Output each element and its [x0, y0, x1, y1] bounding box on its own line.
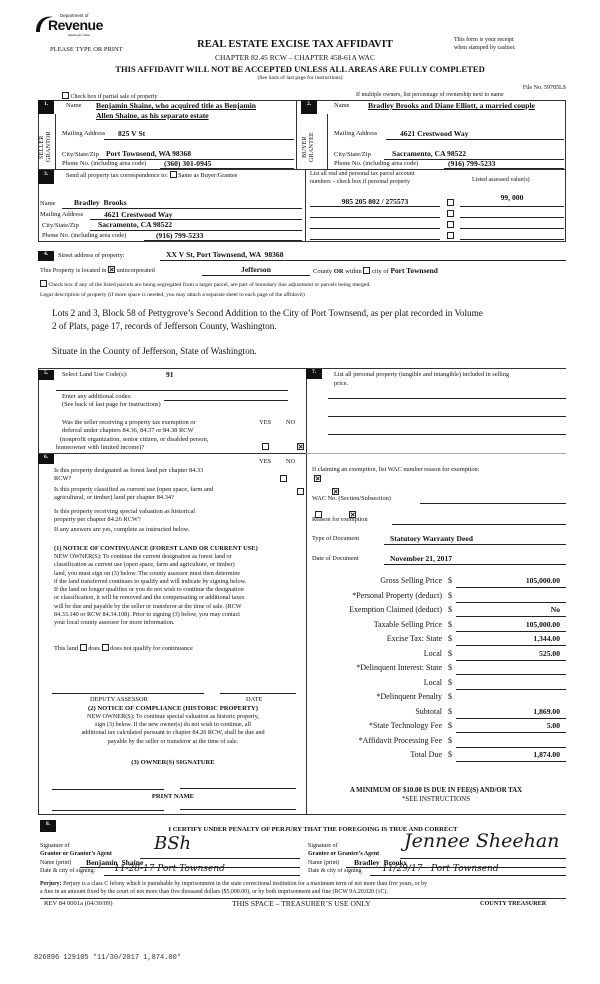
legal-description-line2[interactable]: 2 of Plats, page 17, records of Jefferson County, Washington. — [52, 321, 277, 331]
buyer-city-label: City/State/Zip — [334, 151, 371, 158]
underline — [386, 139, 564, 140]
does-not-qualify-checkbox[interactable] — [102, 644, 109, 651]
divider — [305, 170, 306, 242]
segregated-row — [40, 280, 371, 288]
underline — [104, 875, 300, 876]
tax-mailing-field[interactable]: 4621 Crestwood Way — [104, 210, 173, 219]
segregated-checkbox[interactable] — [40, 280, 47, 287]
underline — [160, 260, 566, 261]
grantee-date-label: Date & city of signing — [308, 868, 362, 874]
amount-row: *Delinquent Penalty $ — [376, 692, 452, 701]
underline — [384, 564, 566, 565]
s6-no-header: NO — [286, 458, 296, 465]
owner-signature-label: (3) OWNER(S) SIGNATURE — [131, 759, 215, 766]
seller-mailing-label: Mailing Address — [62, 130, 106, 137]
partial-sale-checkbox-row — [62, 92, 157, 100]
owner-signature-line[interactable] — [52, 789, 164, 790]
grantor-signature[interactable]: BSh — [154, 833, 192, 854]
land-use-code-field[interactable]: 91 — [166, 370, 174, 379]
seller-city-field[interactable]: Port Townsend, WA 98368 — [106, 149, 192, 158]
excise-tax-state-field[interactable]: 1,344.00 — [533, 634, 560, 643]
amount-row: Excise Tax: State $ 1,344.00 — [310, 634, 566, 648]
tax-phone-label: Phone No. (including area code) — [42, 232, 127, 239]
tax-city-label: City/State/Zip — [42, 222, 79, 229]
wac-label: WAC No. (Section/Subsection) — [312, 495, 391, 502]
underline — [62, 208, 302, 209]
divider — [55, 114, 56, 170]
street-address-field[interactable]: XX V St, Port Townsend, WA 98368 — [166, 250, 284, 259]
personal-property-checkbox[interactable] — [447, 199, 454, 206]
logo-top: Department of — [60, 13, 89, 18]
state-technology-fee-field[interactable]: 5.00 — [546, 721, 560, 730]
amount-row: *Affidavit Processing Fee $ — [310, 736, 566, 750]
doc-date-field[interactable]: November 21, 2017 — [390, 554, 453, 563]
seller-name-line1[interactable]: Benjamin Shaine, who acquired title as Benjamin — [96, 101, 256, 110]
logo-main: Revenue — [48, 17, 103, 33]
doc-type-field[interactable]: Statutory Warranty Deed — [390, 534, 473, 543]
historic-q-line2: property per chapter 84.26 RCW? — [54, 516, 141, 523]
notice-compliance-title: (2) NOTICE OF COMPLIANCE (HISTORIC PROPERTY) — [88, 705, 258, 712]
section-2-number: 2. — [301, 100, 317, 114]
assessor-date-line[interactable] — [220, 693, 296, 694]
grantee-date-field[interactable]: 11/29/17 Port Townsend — [382, 864, 499, 874]
excise-tax-local-field[interactable]: 525.00 — [539, 648, 560, 658]
unincorporated-checkbox[interactable] — [108, 266, 115, 273]
certify-statement: I CERTIFY UNDER PENALTY OF PERJURY THAT THE FOREGOING IS TRUE AND CORRECT — [168, 826, 458, 833]
exemption-claim-label: If claiming an exemption, list WAC number reason for exemption: — [312, 466, 480, 473]
personal-property-label-1: List all personal property (tangible and intangible) included in selling — [334, 371, 510, 378]
yes-header: YES — [259, 419, 272, 426]
form-title: REAL ESTATE EXCISE TAX AFFIDAVIT — [197, 39, 393, 50]
amount-row: Local $ — [310, 678, 566, 692]
treasurer-stamp: 826896 129105 *11/30/2017 1,874.00* — [34, 954, 182, 962]
tax-mailing-label: Mailing Address — [40, 211, 84, 218]
current-use-yes-checkbox[interactable] — [297, 488, 304, 495]
print-name-line[interactable] — [180, 809, 296, 810]
section-4-number: 4. — [38, 251, 54, 261]
forest-yes-checkbox[interactable] — [280, 475, 287, 482]
please-type-label: PLEASE TYPE OR PRINT — [50, 46, 123, 53]
personal-property-checkbox[interactable] — [447, 210, 454, 217]
perjury-notice: Perjury: Perjury is a class C felony which is punishable by imprisonment in the state correctional institution for a maximum term of not more than five years, or by a fine in an amount fixed by the court of not more than five thousand dollars ($5,000.00), or by both imprisonment and fine (RCW 9A.20.020 (1C). — [40, 881, 427, 895]
grantee-name-label: Name (print) — [308, 860, 340, 866]
assessed-value-field[interactable]: 99, 000 — [500, 193, 524, 202]
grantee-sig-label-1: Signature of — [308, 843, 338, 849]
wac-field[interactable] — [420, 503, 566, 504]
taxable-selling-price-field[interactable]: 105,000.00 — [525, 619, 560, 629]
grantor-sig-label-2: Grantor or Grantor’s Agent — [40, 851, 112, 857]
exemption-q-line4: homeowner with limited income)? — [56, 444, 145, 451]
doc-date-label: Date of Document — [312, 555, 359, 562]
exemption-no-checkbox[interactable] — [297, 443, 304, 450]
underline — [400, 858, 566, 859]
parcel-header-1: List all real and personal tax parcel account — [310, 171, 415, 177]
located-label: This Property is located in — [40, 267, 107, 274]
underline — [140, 858, 300, 859]
receipt-note-2: when stamped by cashier. — [454, 45, 516, 51]
deputy-assessor-signature-line[interactable] — [52, 693, 204, 694]
seller-name-label: Name — [66, 102, 82, 109]
additional-codes-field[interactable] — [164, 400, 288, 401]
partial-sale-checkbox[interactable] — [62, 92, 69, 99]
divider — [327, 114, 328, 170]
buyer-mailing-field[interactable]: 4621 Crestwood Way — [400, 129, 469, 138]
exemption-claimed-field[interactable]: No — [550, 605, 560, 614]
county-or-within: County OR within city of Port Townsend — [313, 266, 438, 275]
partial-sale-label: Check box if partial sale of property — [70, 94, 158, 100]
form-revision: REV 84 0001a (04/30/09) — [44, 900, 113, 907]
grantor-date-field[interactable]: 11-28-17 Port Townsend — [114, 864, 225, 874]
owner-signature-line[interactable] — [180, 788, 296, 789]
section-5-number: 5. — [38, 370, 54, 380]
logo-sub: Washington State — [68, 33, 90, 37]
s6-yes-header: YES — [259, 458, 272, 465]
divider — [296, 100, 297, 170]
divider — [306, 453, 566, 454]
same-as-buyer-checkbox[interactable] — [170, 171, 177, 178]
grantor-name-label: Name (print) — [40, 860, 72, 866]
segregated-label: Check box if any of the listed parcels are being segregated from a larger parcel, are part of boundary line adjustment or parcels being merged. — [48, 282, 371, 288]
forest-q-line2: RCW? — [54, 475, 72, 482]
see-instructions-note: *SEE INSTRUCTIONS — [401, 795, 471, 803]
grantor-date-label: Date & city of signing: — [40, 868, 96, 874]
forest-q-line1: Is this property designated as forest land per chapter 84.33 — [54, 467, 204, 474]
amount-row: Taxable Selling Price $ 105,000.00 — [310, 620, 566, 634]
buyer-phone-field[interactable]: (916) 799-5233 — [448, 159, 496, 168]
warning-banner: THIS AFFIDAVIT WILL NOT BE ACCEPTED UNLESS ALL AREAS ARE FULLY COMPLETED — [115, 64, 485, 74]
amount-row: *Delinquent Interest: State $ — [310, 663, 566, 677]
underline — [370, 875, 566, 876]
grantor-sig-label-1: Signature of — [40, 843, 70, 849]
buyer-city-field[interactable]: Sacramento, CA 98522 — [392, 149, 467, 158]
amount-row: *State Technology Fee $ 5.00 — [310, 721, 566, 735]
tax-city-field[interactable]: Sacramento, CA 98522 — [98, 220, 173, 229]
amount-row: Exemption Claimed (deduct) $ No — [310, 605, 566, 619]
underline — [202, 275, 310, 276]
unincorporated-label: unincorporated — [116, 267, 155, 274]
assessor-date-label: DATE — [246, 696, 263, 703]
see-back-note: (See back of last page for instructions) — [257, 75, 343, 81]
city-checkbox[interactable] — [363, 267, 370, 274]
exemption-q-line2: deferral under chapters 84.36, 84.37 or 84.38 RCW — [62, 427, 194, 434]
amount-row: *Personal Property (deduct) $ — [310, 591, 566, 605]
notice-continuance-body: NEW OWNER(S): To continue the current designation as forest land or classification as current use (open space, farm and agriculture, or timber) land, you must sign on (3) below. The county assessor must then determine if the land transferred continues to qualify and will indicate by signing below. If the land no longer qualifies or you do not wish to continue the designation or classification, it will be removed and the compensating or additional taxes will be due and payable by the seller or transferor at the time of sale. (RCW 84.33.140 or RCW 84.34.108). Prior to signing (3) below, you may contact your local county assessor for more information. — [54, 553, 247, 627]
grantee-sig-label-2: Grantee or Grantee’s Agent — [308, 851, 380, 857]
divider — [38, 814, 566, 815]
seller-city-label: City/State/Zip — [62, 151, 99, 158]
grantor-name-field[interactable]: Benjamin Shaine — [86, 858, 144, 867]
personal-property-line[interactable] — [328, 398, 566, 399]
print-name-line[interactable] — [52, 810, 164, 811]
amount-row: Local $ 525.00 — [310, 649, 566, 663]
tax-phone-field[interactable]: (916) 799-5233 — [156, 231, 204, 240]
file-number: File No. 59785LS — [522, 85, 566, 91]
current-use-q-line2: agricultural, or timber) land per chapter 84.34? — [54, 494, 174, 501]
parcel-number-field[interactable]: 985 205 802 / 275573 — [341, 197, 409, 206]
notice-continuance-title: (1) NOTICE OF CONTINUANCE (FOREST LAND OR CURRENT USE) — [54, 545, 258, 552]
tax-name-label: Name — [40, 200, 56, 207]
section-1-number: 1. — [38, 100, 54, 114]
seller-name-line2[interactable]: Allen Shaine, as his separate estate — [96, 111, 209, 120]
doc-type-label: Type of Document — [312, 535, 360, 542]
exemption-q-line1: Was the seller receiving a property tax exemption or — [62, 419, 196, 426]
amount-row: Gross Selling Price $ 105,000.00 — [310, 576, 566, 590]
parcel-row — [310, 229, 566, 240]
qualifies-checkbox[interactable] — [80, 644, 87, 651]
print-name-label: PRINT NAME — [151, 793, 195, 800]
no-header: NO — [286, 419, 296, 426]
section-7-number: 7. — [306, 369, 322, 379]
personal-property-line[interactable] — [328, 416, 566, 417]
underline — [160, 168, 294, 169]
additional-codes-note: (See back of last page for instructions) — [62, 401, 161, 408]
street-address-label: Street address of property: — [58, 252, 125, 259]
amount-row: Total Due $ 1,874.00 — [310, 750, 566, 764]
section-6-number: 6. — [38, 454, 54, 464]
total-due-field[interactable]: 1,874.00 — [533, 750, 560, 759]
reason-field[interactable] — [392, 524, 566, 525]
personal-property-label-2: price. — [334, 380, 349, 387]
send-correspondence-label: Send all property tax correspondence to: — [66, 172, 168, 179]
underline — [144, 240, 302, 241]
tax-name-field[interactable]: Bradley Brooks — [74, 198, 127, 207]
legal-description-label: Legal description of property (if more space is needed, you may attach a separate sheet to each page of the affidavit) — [40, 292, 305, 298]
qualify-row: This land does does not qualify for continuance — [54, 645, 193, 652]
dor-logo — [34, 10, 104, 40]
seller-mailing-field[interactable]: 825 V St — [118, 129, 146, 138]
personal-property-checkbox[interactable] — [447, 221, 454, 228]
parcel-row — [310, 207, 566, 218]
personal-property-line[interactable] — [328, 434, 566, 435]
legal-description-line1[interactable]: Lots 2 and 3, Block 58 of Pettygrove’s Second Addition to the City of Port Townsend, as per plat recorded in Volume — [52, 308, 483, 318]
buyer-name-label: Name — [334, 102, 350, 109]
send-correspondence-row — [66, 171, 238, 179]
forest-no-checkbox[interactable] — [314, 475, 321, 482]
divider — [38, 368, 39, 814]
deputy-assessor-label: DEPUTY ASSESSOR — [90, 696, 148, 703]
county-treasurer-label: COUNTY TREASURER — [480, 900, 547, 907]
seller-phone-label: Phone No. (including area code) — [62, 160, 147, 167]
notice-compliance-body: NEW OWNER(S): To continue special valuation as historic property, sign (3) below. If the new owner(s) do not wish to continue, all additional tax calculated pursuant to chapter 84.26 RCW, shall be due and payable by the seller or transferor at the time of sale. — [81, 713, 265, 745]
subtotal-field[interactable]: 1,869.00 — [533, 706, 560, 716]
seller-label: SELLER GRANTOR — [38, 131, 52, 163]
city-field[interactable]: Port Townsend — [390, 266, 438, 275]
current-use-q-line1: Is this property classified as current use (open space, farm and — [54, 486, 214, 493]
section-3-number: 3. — [38, 170, 54, 184]
historic-q-line1: Is this property receiving special valuation as historical — [54, 508, 196, 515]
section-8-number: 8. — [40, 820, 56, 832]
underline — [444, 168, 564, 169]
county-field[interactable]: Jefferson — [241, 265, 271, 274]
legal-description-line3[interactable]: Situate in the County of Jefferson, State of Washington. — [52, 346, 257, 356]
exemption-yes-checkbox[interactable] — [262, 443, 269, 450]
grantee-name-field[interactable]: Bradley Brooks — [354, 858, 407, 867]
grantee-signature[interactable]: Jennee Sheehan — [404, 830, 560, 852]
land-use-label: Select Land Use Code(s): — [62, 371, 128, 378]
divider — [38, 368, 566, 369]
reason-label: Reason for exemption — [312, 516, 368, 523]
underline — [384, 544, 566, 545]
current-use-no-checkbox[interactable] — [332, 488, 339, 495]
assessed-value-header: Listed assessed value(s) — [472, 177, 530, 183]
buyer-name-field[interactable]: Bradley Brooks and Diane Elliott, a married couple — [368, 101, 535, 110]
seller-phone-field[interactable]: (360) 301-0945 — [164, 159, 212, 168]
parcel-row — [310, 193, 566, 207]
underline — [56, 390, 288, 391]
gross-selling-price-field[interactable]: 105,000.00 — [525, 576, 560, 585]
minimum-due-note: A MINIMUM OF $10.00 IS DUE IN FEE(S) AND/OR TAX — [349, 787, 523, 794]
treasurer-use-label: THIS SPACE – TREASURER’S USE ONLY — [232, 899, 371, 908]
multiple-owners-note: If multiple owners, list percentage of ownership next to name — [356, 92, 504, 98]
buyer-label: BUYER GRANTEE — [301, 132, 315, 162]
amount-row: Subtotal $ 1,869.00 — [310, 707, 566, 721]
exemption-q-line3: (nonprofit organization, senior citizen, or disabled person, — [60, 436, 209, 443]
parcel-row — [310, 218, 566, 229]
underline — [104, 139, 294, 140]
parcel-header-2: numbers – check box if personal property — [310, 179, 410, 185]
receipt-note-1: This form is your receipt — [454, 37, 514, 43]
buyer-phone-label: Phone No. (including area code) — [334, 160, 419, 167]
additional-codes-label: Enter any additional codes: — [62, 393, 132, 400]
form-chapter: CHAPTER 82.45 RCW – CHAPTER 458-61A WAC — [215, 53, 375, 62]
buyer-mailing-label: Mailing Address — [334, 130, 378, 137]
divider — [38, 453, 306, 454]
personal-property-checkbox[interactable] — [447, 232, 454, 239]
if-yes-note: If any answers are yes, complete as instructed below. — [54, 526, 190, 533]
same-as-buyer-label: Same as Buyer/Grantee — [178, 172, 238, 179]
